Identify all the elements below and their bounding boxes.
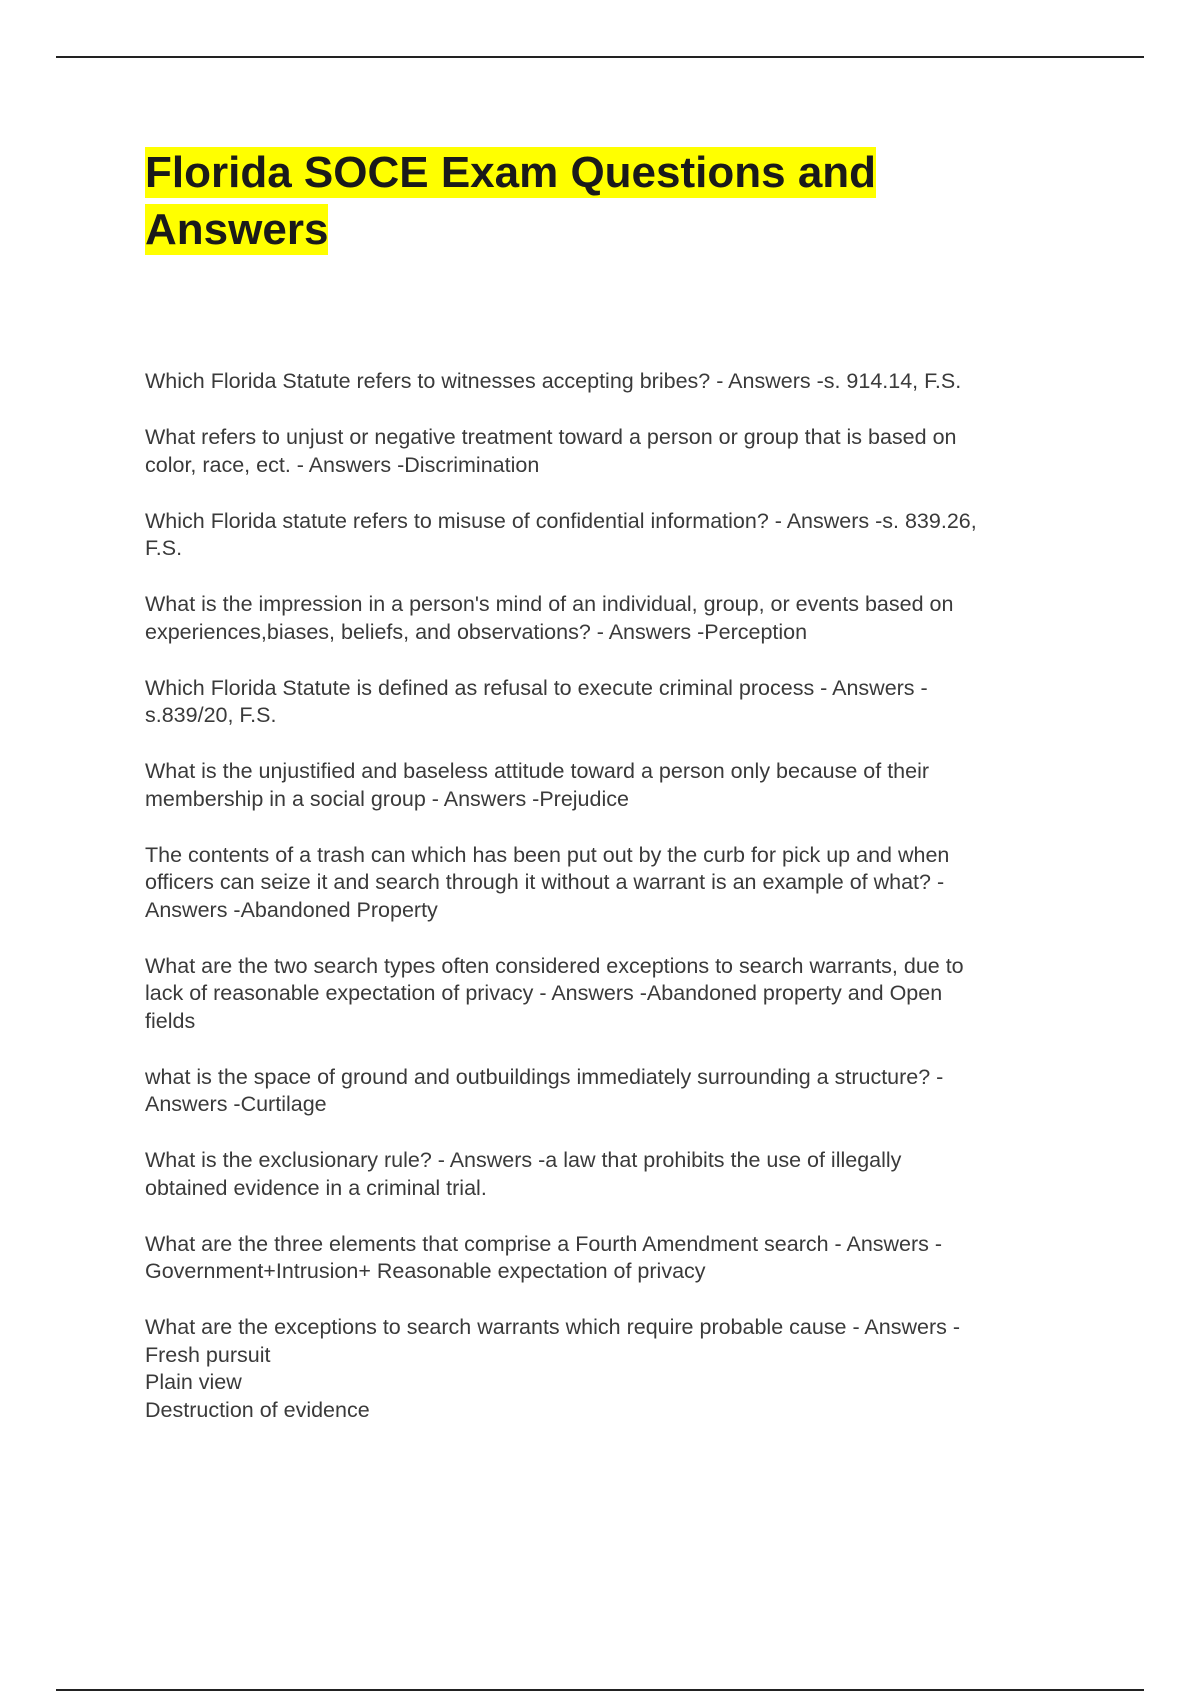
header-rule [56,56,1144,58]
qa-line: fields [145,1008,196,1033]
qa-line: experiences,biases, beliefs, and observations? - Answers -Perception [145,619,808,644]
qa-item [145,758,1085,813]
qa-line: What is the exclusionary rule? - Answers -a law that prohibits the use of illegally [145,1148,902,1172]
qa-item [145,424,1085,479]
qa-line: What are the exceptions to search warrants which require probable cause - Answers - [145,1315,961,1339]
title-highlight: Florida SOCE Exam Questions and Answers [145,148,877,254]
qa-line: What are the two search types often considered exceptions to search warrants, due to [145,953,964,978]
qa-item [145,1064,1085,1119]
qa-line: obtained evidence in a criminal trial. [145,1175,487,1200]
qa-item [145,1231,1085,1286]
qa-line: Government+Intrusion+ Reasonable expectation of privacy [145,1259,706,1283]
qa-line: Which Florida statute refers to misuse of confidential information? - Answers -s. 839.26, [145,508,977,533]
qa-line: Answers -Abandoned Property [145,897,438,922]
qa-item [145,953,1085,1036]
qa-item [145,368,1085,396]
qa-item [145,675,1085,730]
qa-line: F.S. [145,536,183,560]
qa-item [145,842,1085,925]
qa-line: officers can seize it and search through it without a warrant is an example of what? - [145,870,945,894]
qa-line: Which Florida Statute is defined as refusal to execute criminal process - Answers - [145,675,928,700]
qa-line: What are the three elements that comprise a Fourth Amendment search - Answers - [145,1231,943,1256]
qa-line: What refers to unjust or negative treatment toward a person or group that is based on [145,425,957,449]
qa-line: Plain view [145,1370,242,1394]
qa-item [145,1147,1085,1202]
qa-line: what is the space of ground and outbuildings immediately surrounding a structure? - [145,1064,944,1089]
qa-line: Fresh pursuit [145,1342,271,1367]
qa-line: s.839/20, F.S. [145,703,277,727]
qa-item [145,591,1085,646]
page-title [145,144,1045,258]
qa-line: Which Florida Statute refers to witnesses accepting bribes? - Answers -s. 914.14, F.S. [145,369,962,393]
qa-item [145,508,1085,563]
qa-line: color, race, ect. - Answers -Discrimination [145,452,540,477]
qa-item [145,1314,1085,1424]
qa-line: What is the impression in a person's mind of an individual, group, or events based on [145,592,954,616]
qa-line: Destruction of evidence [145,1397,370,1422]
qa-line: The contents of a trash can which has been put out by the curb for pick up and when [145,842,950,867]
footer-rule [56,1689,1144,1691]
qa-line: membership in a social group - Answers -Prejudice [145,786,629,811]
qa-line: Answers -Curtilage [145,1092,327,1116]
qa-line: lack of reasonable expectation of privacy - Answers -Abandoned property and Open [145,981,943,1005]
qa-line: What is the unjustified and baseless attitude toward a person only because of their [145,759,930,783]
title-block [145,144,1045,258]
qa-list [145,368,1085,1453]
